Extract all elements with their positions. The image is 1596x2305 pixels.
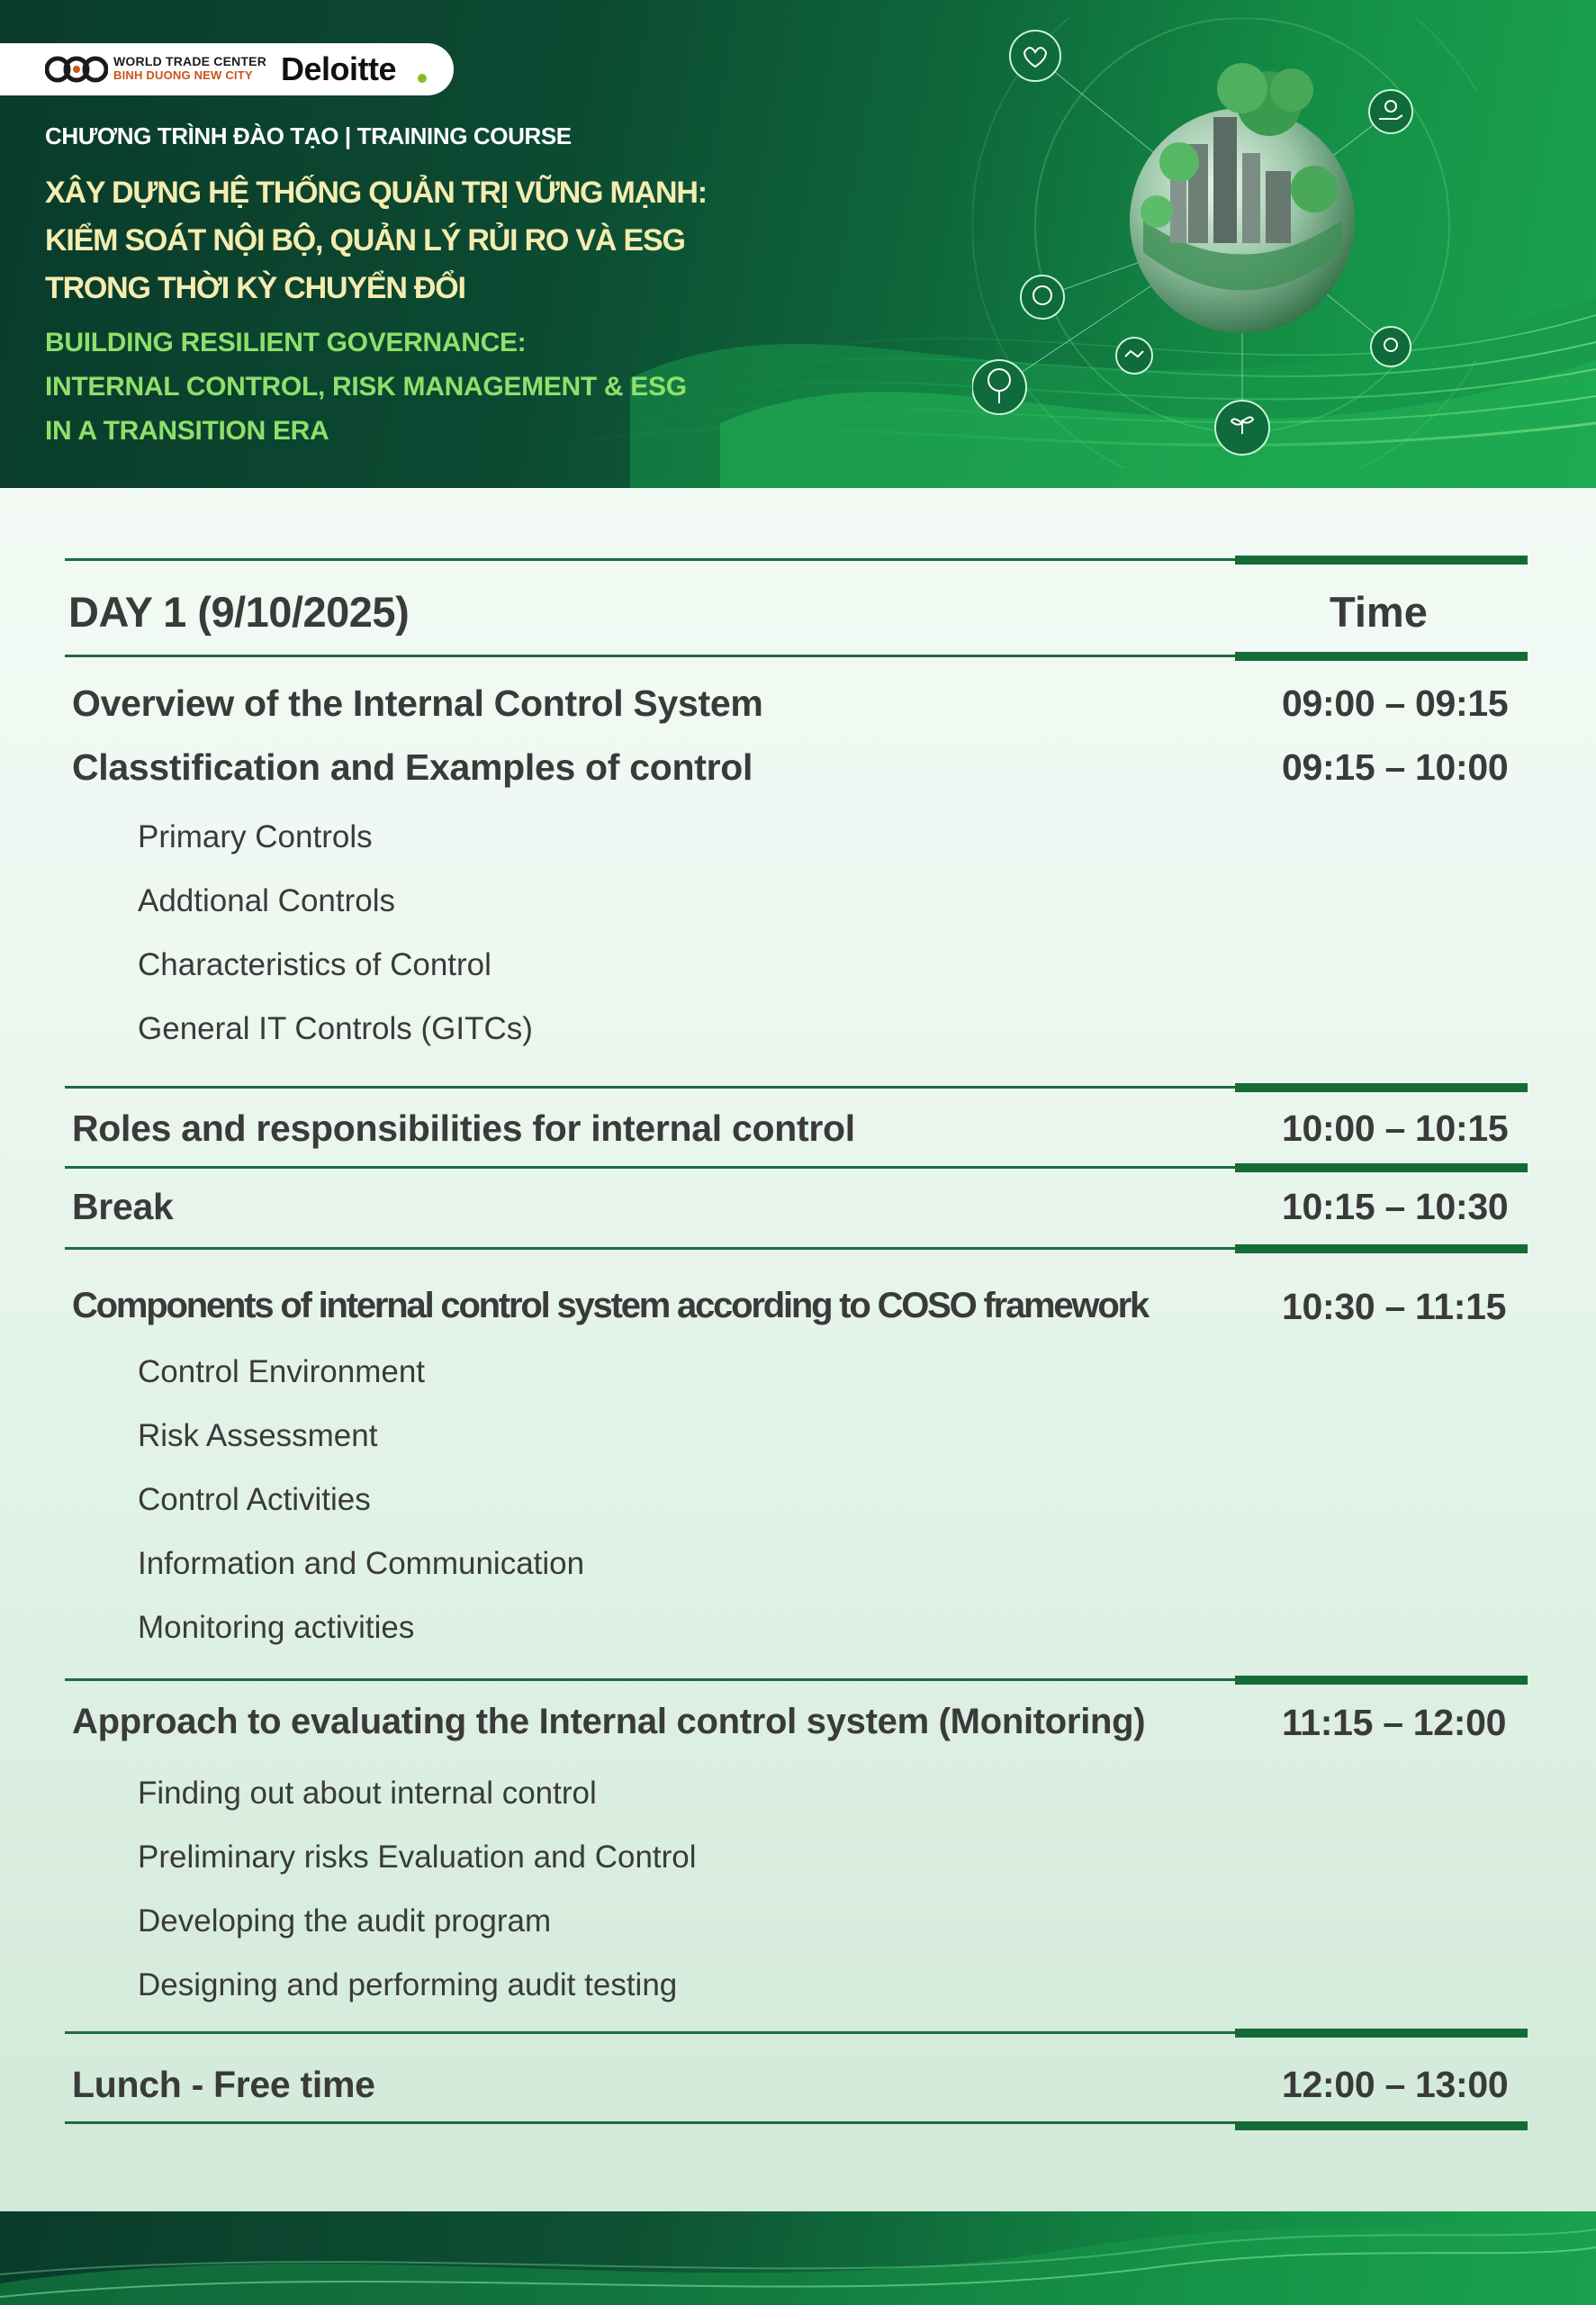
session-title: Overview of the Internal Control System [72,682,763,724]
title-en-line: BUILDING RESILIENT GOVERNANCE: [45,328,527,357]
title-en-line: IN A TRANSITION ERA [45,416,329,446]
time-column-rule [1235,556,1528,565]
session-subitem: Information and Communication [138,1546,585,1581]
time-column-rule [1235,2029,1528,2038]
time-column-rule [1235,652,1528,661]
session-subitem: Control Activities [138,1482,371,1517]
title-en-line: INTERNAL CONTROL, RISK MANAGEMENT & ESG [45,372,687,402]
wtc-logo-line2: BINH DUONG NEW CITY [113,68,253,82]
session-time: 09:15 – 10:00 [1282,746,1509,788]
table-rule [65,2031,1528,2034]
session-title: Roles and responsibilities for internal control [72,1107,855,1149]
time-column-rule [1235,2121,1528,2130]
session-subitem: Finding out about internal control [138,1776,597,1811]
time-column-rule [1235,1083,1528,1092]
wtc-logo-line1: WORLD TRADE CENTER [113,54,267,68]
session-subitem: Developing the audit program [138,1903,552,1939]
session-title: Classtification and Examples of control [72,746,753,788]
time-column-rule [1235,1163,1528,1172]
table-rule [65,558,1528,561]
session-subitem: Monitoring activities [138,1610,415,1645]
day-title: DAY 1 (9/10/2025) [68,588,410,636]
session-subitem: Primary Controls [138,819,373,854]
time-column-rule [1235,1244,1528,1253]
table-rule [65,1678,1528,1681]
session-subitem: General IT Controls (GITCs) [138,1011,533,1046]
session-subitem: Risk Assessment [138,1418,378,1453]
table-rule [65,655,1528,657]
session-subitem: Addtional Controls [138,883,395,918]
session-time: 10:30 – 11:15 [1282,1286,1507,1327]
session-time: 12:00 – 13:00 [1282,2064,1509,2105]
agenda-table [65,0,1528,2305]
table-rule [65,1247,1528,1250]
footer-banner [0,2211,1596,2305]
session-title: Components of internal control system according to COSO framework [72,1286,1148,1325]
session-title: Approach to evaluating the Internal control system (Monitoring) [72,1702,1146,1741]
time-column-header: Time [1330,588,1428,636]
title-vi-line: KIỂM SOÁT NỘI BỘ, QUẢN LÝ RỦI RO VÀ ESG [45,223,685,258]
course-kicker: CHƯƠNG TRÌNH ĐÀO TẠO | TRAINING COURSE [45,122,572,149]
time-column-rule [1235,1676,1528,1685]
session-title: Lunch - Free time [72,2064,375,2105]
session-time: 10:00 – 10:15 [1282,1107,1509,1149]
session-time: 11:15 – 12:00 [1282,1702,1507,1743]
title-vi-line: TRONG THỜI KỲ CHUYỂN ĐỔI [45,271,465,305]
table-rule [65,1086,1528,1089]
session-time: 10:15 – 10:30 [1282,1186,1509,1227]
session-title: Break [72,1186,174,1227]
table-rule [65,1166,1528,1169]
session-subitem: Control Environment [138,1354,426,1389]
deloitte-logo: Deloitte [281,50,397,87]
table-rule [65,2121,1528,2124]
footer-wave [0,2211,1596,2305]
session-subitem: Designing and performing audit testing [138,1967,678,2002]
title-vi-line: XÂY DỰNG HỆ THỐNG QUẢN TRỊ VỮNG MẠNH: [45,176,707,210]
session-subitem: Characteristics of Control [138,947,491,982]
session-time: 09:00 – 09:15 [1282,682,1509,724]
session-subitem: Preliminary risks Evaluation and Control [138,1839,697,1875]
